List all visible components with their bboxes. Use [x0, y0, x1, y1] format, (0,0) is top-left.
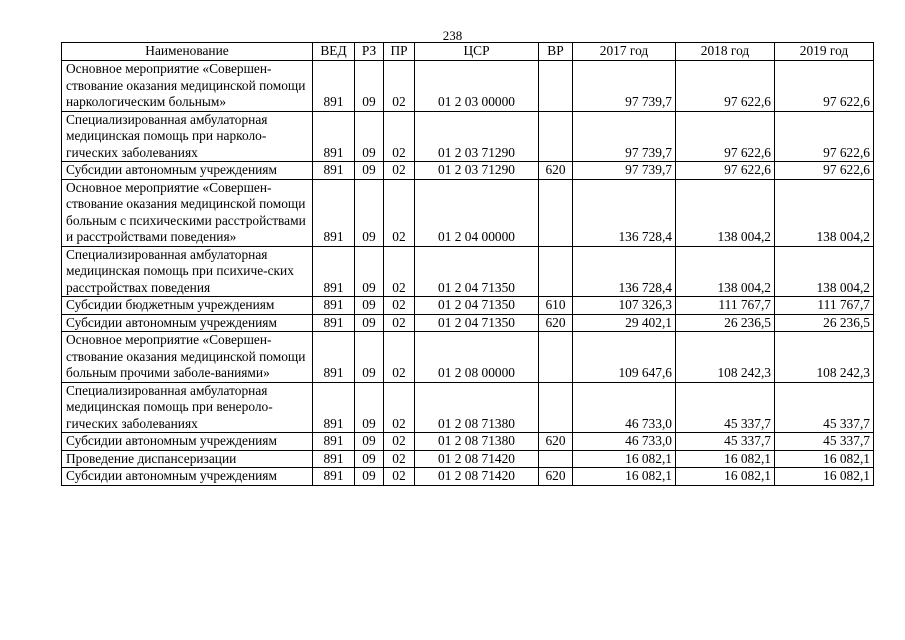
cell-vr — [539, 179, 573, 246]
cell-csr: 01 2 04 71350 — [415, 314, 539, 332]
cell-2019: 138 004,2 — [775, 179, 874, 246]
cell-csr: 01 2 08 71420 — [415, 450, 539, 468]
cell-2019: 111 767,7 — [775, 297, 874, 315]
cell-name: Субсидии автономным учреждениям — [62, 162, 313, 180]
table-row — [62, 468, 874, 486]
table-row — [62, 433, 874, 451]
budget-table — [61, 42, 874, 486]
cell-2017: 46 733,0 — [573, 382, 676, 433]
cell-pr: 02 — [384, 162, 415, 180]
cell-rz: 09 — [355, 246, 384, 297]
cell-vr: 620 — [539, 314, 573, 332]
cell-2019: 26 236,5 — [775, 314, 874, 332]
cell-ved: 891 — [313, 162, 355, 180]
cell-2018: 108 242,3 — [676, 332, 775, 383]
table-row — [62, 61, 874, 112]
cell-rz: 09 — [355, 297, 384, 315]
cell-name: Основное мероприятие «Совершен-ствование оказания медицинской помощи наркологическим больным» — [62, 61, 313, 112]
cell-name: Субсидии автономным учреждениям — [62, 433, 313, 451]
cell-pr: 02 — [384, 246, 415, 297]
cell-pr: 02 — [384, 450, 415, 468]
cell-csr: 01 2 08 71380 — [415, 433, 539, 451]
cell-csr: 01 2 04 00000 — [415, 179, 539, 246]
cell-name: Субсидии автономным учреждениям — [62, 314, 313, 332]
cell-vr — [539, 61, 573, 112]
cell-2018: 138 004,2 — [676, 246, 775, 297]
cell-2018: 26 236,5 — [676, 314, 775, 332]
cell-pr: 02 — [384, 61, 415, 112]
cell-name: Основное мероприятие «Совершен-ствование оказания медицинской помощи больным прочими заболе-ваниями» — [62, 332, 313, 383]
cell-csr: 01 2 04 71350 — [415, 246, 539, 297]
cell-pr: 02 — [384, 332, 415, 383]
cell-name: Субсидии бюджетным учреждениям — [62, 297, 313, 315]
cell-pr: 02 — [384, 297, 415, 315]
cell-csr: 01 2 08 71380 — [415, 382, 539, 433]
cell-vr: 620 — [539, 433, 573, 451]
header-2018: 2018 год — [676, 43, 775, 61]
table-row — [62, 382, 874, 433]
cell-2019: 16 082,1 — [775, 468, 874, 486]
table-row — [62, 450, 874, 468]
cell-ved: 891 — [313, 450, 355, 468]
cell-rz: 09 — [355, 179, 384, 246]
cell-name: Субсидии автономным учреждениям — [62, 468, 313, 486]
header-name: Наименование — [62, 43, 313, 61]
cell-2019: 108 242,3 — [775, 332, 874, 383]
cell-vr: 620 — [539, 162, 573, 180]
cell-vr: 620 — [539, 468, 573, 486]
cell-name: Проведение диспансеризации — [62, 450, 313, 468]
cell-rz: 09 — [355, 433, 384, 451]
cell-ved: 891 — [313, 61, 355, 112]
header-ved: ВЕД — [313, 43, 355, 61]
cell-ved: 891 — [313, 433, 355, 451]
cell-2019: 45 337,7 — [775, 433, 874, 451]
cell-pr: 02 — [384, 382, 415, 433]
header-pr: ПР — [384, 43, 415, 61]
cell-ved: 891 — [313, 382, 355, 433]
cell-2017: 107 326,3 — [573, 297, 676, 315]
cell-csr: 01 2 03 00000 — [415, 61, 539, 112]
cell-ved: 891 — [313, 297, 355, 315]
header-row — [62, 43, 874, 61]
header-vr: ВР — [539, 43, 573, 61]
cell-ved: 891 — [313, 111, 355, 162]
table-row — [62, 246, 874, 297]
cell-2018: 97 622,6 — [676, 162, 775, 180]
cell-2018: 97 622,6 — [676, 111, 775, 162]
cell-pr: 02 — [384, 468, 415, 486]
table-body — [62, 61, 874, 486]
cell-csr: 01 2 08 71420 — [415, 468, 539, 486]
cell-rz: 09 — [355, 162, 384, 180]
header-2017: 2017 год — [573, 43, 676, 61]
cell-2018: 45 337,7 — [676, 433, 775, 451]
cell-2018: 16 082,1 — [676, 450, 775, 468]
cell-name: Специализированная амбулаторная медицинская помощь при нарколо-гических заболеваниях — [62, 111, 313, 162]
table-row — [62, 111, 874, 162]
cell-vr — [539, 246, 573, 297]
cell-name: Специализированная амбулаторная медицинская помощь при венероло-гических заболеваниях — [62, 382, 313, 433]
cell-2018: 45 337,7 — [676, 382, 775, 433]
table-row — [62, 314, 874, 332]
cell-csr: 01 2 04 71350 — [415, 297, 539, 315]
cell-2018: 138 004,2 — [676, 179, 775, 246]
cell-ved: 891 — [313, 332, 355, 383]
cell-pr: 02 — [384, 314, 415, 332]
cell-2017: 29 402,1 — [573, 314, 676, 332]
cell-csr: 01 2 03 71290 — [415, 111, 539, 162]
cell-name: Основное мероприятие «Совершен-ствование оказания медицинской помощи больным с психическими расстройствами и расстройствами поведения» — [62, 179, 313, 246]
header-rz: РЗ — [355, 43, 384, 61]
cell-rz: 09 — [355, 314, 384, 332]
table-row — [62, 297, 874, 315]
table-row — [62, 162, 874, 180]
cell-2019: 97 622,6 — [775, 111, 874, 162]
cell-2018: 16 082,1 — [676, 468, 775, 486]
cell-2019: 97 622,6 — [775, 61, 874, 112]
header-csr: ЦСР — [415, 43, 539, 61]
cell-csr: 01 2 08 00000 — [415, 332, 539, 383]
cell-2019: 16 082,1 — [775, 450, 874, 468]
cell-2017: 16 082,1 — [573, 450, 676, 468]
cell-2019: 97 622,6 — [775, 162, 874, 180]
cell-ved: 891 — [313, 246, 355, 297]
page-number: 238 — [442, 28, 463, 43]
cell-2017: 97 739,7 — [573, 61, 676, 112]
cell-pr: 02 — [384, 111, 415, 162]
cell-2019: 138 004,2 — [775, 246, 874, 297]
header-2019: 2019 год — [775, 43, 874, 61]
cell-2017: 97 739,7 — [573, 111, 676, 162]
cell-ved: 891 — [313, 179, 355, 246]
cell-2017: 136 728,4 — [573, 246, 676, 297]
cell-2017: 16 082,1 — [573, 468, 676, 486]
cell-rz: 09 — [355, 61, 384, 112]
cell-2018: 97 622,6 — [676, 61, 775, 112]
cell-2019: 45 337,7 — [775, 382, 874, 433]
cell-rz: 09 — [355, 450, 384, 468]
cell-2017: 109 647,6 — [573, 332, 676, 383]
cell-vr — [539, 332, 573, 383]
cell-vr: 610 — [539, 297, 573, 315]
cell-rz: 09 — [355, 382, 384, 433]
table-row — [62, 179, 874, 246]
cell-pr: 02 — [384, 179, 415, 246]
cell-vr — [539, 450, 573, 468]
cell-vr — [539, 111, 573, 162]
table-row — [62, 332, 874, 383]
cell-2017: 136 728,4 — [573, 179, 676, 246]
cell-2018: 111 767,7 — [676, 297, 775, 315]
cell-rz: 09 — [355, 111, 384, 162]
cell-rz: 09 — [355, 468, 384, 486]
cell-ved: 891 — [313, 314, 355, 332]
cell-pr: 02 — [384, 433, 415, 451]
cell-2017: 46 733,0 — [573, 433, 676, 451]
cell-2017: 97 739,7 — [573, 162, 676, 180]
cell-name: Специализированная амбулаторная медицинская помощь при психиче-ских расстройствах поведения — [62, 246, 313, 297]
cell-rz: 09 — [355, 332, 384, 383]
cell-ved: 891 — [313, 468, 355, 486]
cell-vr — [539, 382, 573, 433]
cell-csr: 01 2 03 71290 — [415, 162, 539, 180]
